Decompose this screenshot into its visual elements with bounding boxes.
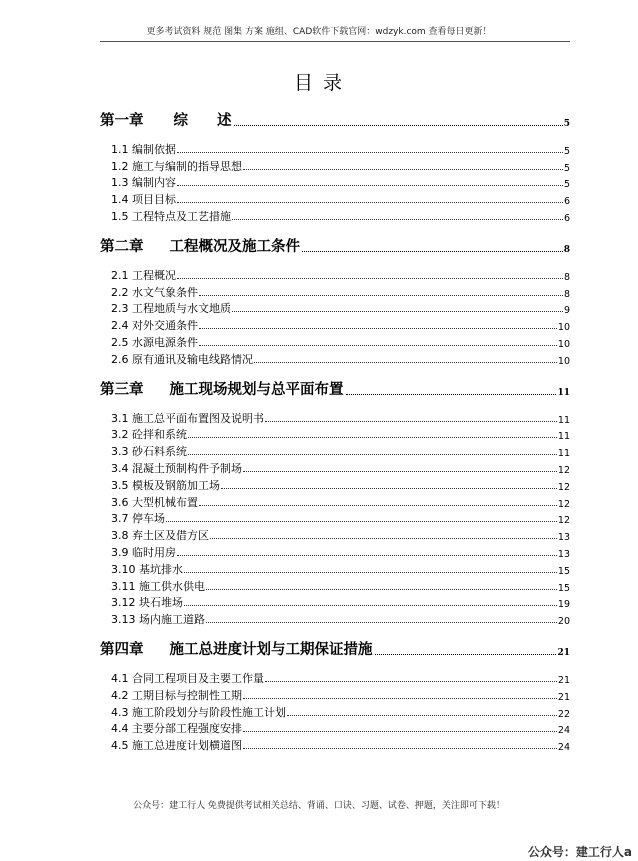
header-divider xyxy=(100,41,570,42)
toc-section-group xyxy=(100,409,570,627)
entry-label: 4.2 工期目标与控制性工期 xyxy=(111,688,242,702)
entry-label: 3.9 临时用房 xyxy=(111,545,176,559)
dot-leader xyxy=(210,538,557,539)
entry-page: 5 xyxy=(563,179,570,191)
chapter-number: 第四章 xyxy=(100,641,144,659)
entry-page: 21 xyxy=(557,674,570,686)
toc-chapter[interactable] xyxy=(100,234,570,256)
toc-entry[interactable] xyxy=(111,543,570,560)
dot-leader xyxy=(254,362,557,363)
toc-entry[interactable] xyxy=(111,736,570,753)
entry-label: 1.5 工程特点及工艺措施 xyxy=(111,209,231,223)
dot-leader xyxy=(302,251,563,252)
page-header: 更多考试资料 规范 图集 方案 施组、CAD软件下载官网：wdzyk.com 查看每日更新！ xyxy=(146,27,492,37)
entry-label: 1.4 项目目标 xyxy=(111,193,176,207)
dot-leader xyxy=(188,437,557,438)
entry-label: 2.5 水源电源条件 xyxy=(111,335,198,349)
entry-label: 2.1 工程概况 xyxy=(111,268,176,282)
entry-label: 3.7 停车场 xyxy=(111,512,165,526)
dot-leader xyxy=(346,394,557,395)
entry-label: 3.2 砼拌和系统 xyxy=(111,428,187,442)
entry-page: 15 xyxy=(557,582,570,594)
toc-entry[interactable] xyxy=(111,686,570,703)
dot-leader xyxy=(199,345,557,346)
entry-page: 11 xyxy=(557,414,570,426)
toc-entry[interactable] xyxy=(111,560,570,577)
chapter-title: 施工现场规划与总平面布置 xyxy=(169,380,344,398)
toc-entry[interactable] xyxy=(111,266,570,283)
entry-label: 3.10 基坑排水 xyxy=(111,562,183,576)
entry-page: 12 xyxy=(557,515,570,527)
toc-entry[interactable] xyxy=(111,459,570,476)
dot-leader xyxy=(243,731,557,732)
entry-page: 19 xyxy=(557,599,570,611)
toc-entry[interactable] xyxy=(111,140,570,157)
entry-label: 4.1 合同工程项目及主要工作量 xyxy=(111,671,264,685)
entry-page: 22 xyxy=(557,708,570,720)
dot-leader xyxy=(177,185,563,186)
dot-leader xyxy=(221,488,557,489)
entry-page: 9 xyxy=(563,305,570,317)
entry-label: 1.3 编制内容 xyxy=(111,176,176,190)
entry-page: 10 xyxy=(557,338,570,350)
toc-entry[interactable] xyxy=(111,300,570,317)
entry-page: 15 xyxy=(557,565,570,577)
dot-leader xyxy=(265,421,557,422)
dot-leader xyxy=(287,715,557,716)
toc-entry[interactable] xyxy=(111,493,570,510)
toc-entry[interactable] xyxy=(111,476,570,493)
toc-entry[interactable] xyxy=(111,720,570,737)
entry-page: 12 xyxy=(557,481,570,493)
toc-entry[interactable] xyxy=(111,577,570,594)
toc-entry[interactable] xyxy=(111,510,570,527)
dot-leader xyxy=(206,589,557,590)
watermark-text: 公众号：建工行人a xyxy=(527,845,632,859)
toc-section-group xyxy=(100,669,570,753)
entry-page: 12 xyxy=(557,464,570,476)
entry-label: 1.1 编制依据 xyxy=(111,142,176,156)
entry-page: 5 xyxy=(563,162,570,174)
entry-label: 2.2 水文气象条件 xyxy=(111,285,198,299)
dot-leader xyxy=(177,202,563,203)
chapter-title: 施工总进度计划与工期保证措施 xyxy=(169,641,373,659)
chapter-page: 5 xyxy=(563,119,570,129)
toc-entry[interactable] xyxy=(111,594,570,611)
entry-page: 20 xyxy=(557,616,570,628)
dot-leader xyxy=(177,555,557,556)
entry-label: 3.8 弃土区及借方区 xyxy=(111,529,209,543)
toc-section-group xyxy=(100,140,570,224)
entry-page: 5 xyxy=(563,145,570,157)
toc-entry[interactable] xyxy=(111,526,570,543)
dot-leader xyxy=(243,748,557,749)
dot-leader xyxy=(177,152,563,153)
toc-chapter[interactable] xyxy=(100,637,570,659)
dot-leader xyxy=(234,125,563,126)
entry-page: 6 xyxy=(563,196,570,208)
toc-entry[interactable] xyxy=(111,207,570,224)
toc-entry[interactable] xyxy=(111,426,570,443)
chapter-number: 第一章 xyxy=(100,112,144,129)
toc-entry[interactable] xyxy=(111,190,570,207)
dot-leader xyxy=(265,681,557,682)
entry-page: 13 xyxy=(557,548,570,560)
toc-entry[interactable] xyxy=(111,409,570,426)
dot-leader xyxy=(243,698,557,699)
entry-label: 4.5 施工总进度计划横道图 xyxy=(111,739,242,753)
toc-entry[interactable] xyxy=(111,283,570,300)
dot-leader xyxy=(206,622,557,623)
toc-entry[interactable] xyxy=(111,442,570,459)
chapter-number: 第二章 xyxy=(100,237,144,255)
chapter-page: 21 xyxy=(557,648,570,659)
entry-label: 3.12 块石堆场 xyxy=(111,596,183,610)
dot-leader xyxy=(166,521,557,522)
entry-page: 24 xyxy=(557,742,570,754)
dot-leader xyxy=(243,471,557,472)
dot-leader xyxy=(232,311,563,312)
toc-chapter[interactable] xyxy=(100,377,570,399)
entry-label: 1.2 施工与编制的指导思想 xyxy=(111,159,242,173)
toc-entry[interactable] xyxy=(111,669,570,686)
entry-label: 2.3 工程地质与水文地质 xyxy=(111,302,231,316)
entry-page: 11 xyxy=(557,431,570,443)
entry-label: 3.4 混凝土预制构件予制场 xyxy=(111,461,242,475)
entry-label: 2.4 对外交通条件 xyxy=(111,319,198,333)
entry-page: 10 xyxy=(557,322,570,334)
entry-page: 8 xyxy=(563,271,570,283)
entry-page: 11 xyxy=(557,448,570,460)
dot-leader xyxy=(184,572,557,573)
entry-label: 3.5 模板及钢筋加工场 xyxy=(111,478,220,492)
entry-label: 3.6 大型机械布置 xyxy=(111,495,198,509)
entry-page: 21 xyxy=(557,691,570,703)
entry-page: 13 xyxy=(557,532,570,544)
page-footer: 公众号：建工行人 免费提供考试相关总结、背诵、口诀、习题、试卷、押题，关注即可下载！ xyxy=(133,801,505,811)
dot-leader xyxy=(375,654,557,655)
toc-chapter[interactable] xyxy=(100,108,570,130)
entry-label: 3.3 砂石料系统 xyxy=(111,445,187,459)
dot-leader xyxy=(199,328,557,329)
toc-title: 目 录 xyxy=(293,72,345,94)
toc-entry[interactable] xyxy=(111,316,570,333)
dot-leader xyxy=(199,295,563,296)
entry-label: 3.1 施工总平面布置图及说明书 xyxy=(111,411,264,425)
entry-label: 4.4 主要分部工程强度安排 xyxy=(111,722,242,736)
entry-page: 24 xyxy=(557,725,570,737)
table-of-contents xyxy=(100,108,570,759)
chapter-page: 8 xyxy=(563,244,570,255)
entry-label: 3.11 施工供水供电 xyxy=(111,579,205,593)
entry-label: 4.3 施工阶段划分与阶段性施工计划 xyxy=(111,705,286,719)
dot-leader xyxy=(184,605,557,606)
entry-label: 3.13 场内施工道路 xyxy=(111,613,205,627)
entry-page: 10 xyxy=(557,355,570,367)
dot-leader xyxy=(188,454,557,455)
toc-entry[interactable] xyxy=(111,703,570,720)
toc-entry[interactable] xyxy=(111,350,570,367)
toc-entry[interactable] xyxy=(111,157,570,174)
dot-leader xyxy=(232,219,563,220)
dot-leader xyxy=(199,505,557,506)
chapter-page: 11 xyxy=(557,387,570,398)
toc-entry[interactable] xyxy=(111,333,570,350)
entry-label: 2.6 原有通讯及输电线路情况 xyxy=(111,352,253,366)
chapter-title: 工程概况及施工条件 xyxy=(169,237,300,255)
chapter-title: 综 述 xyxy=(173,112,244,129)
entry-page: 8 xyxy=(563,288,570,300)
entry-page: 6 xyxy=(563,212,570,224)
dot-leader xyxy=(243,169,563,170)
toc-entry[interactable] xyxy=(111,610,570,627)
entry-page: 12 xyxy=(557,498,570,510)
toc-entry[interactable] xyxy=(111,174,570,191)
chapter-number: 第三章 xyxy=(100,380,144,398)
dot-leader xyxy=(177,278,563,279)
toc-section-group xyxy=(100,266,570,367)
